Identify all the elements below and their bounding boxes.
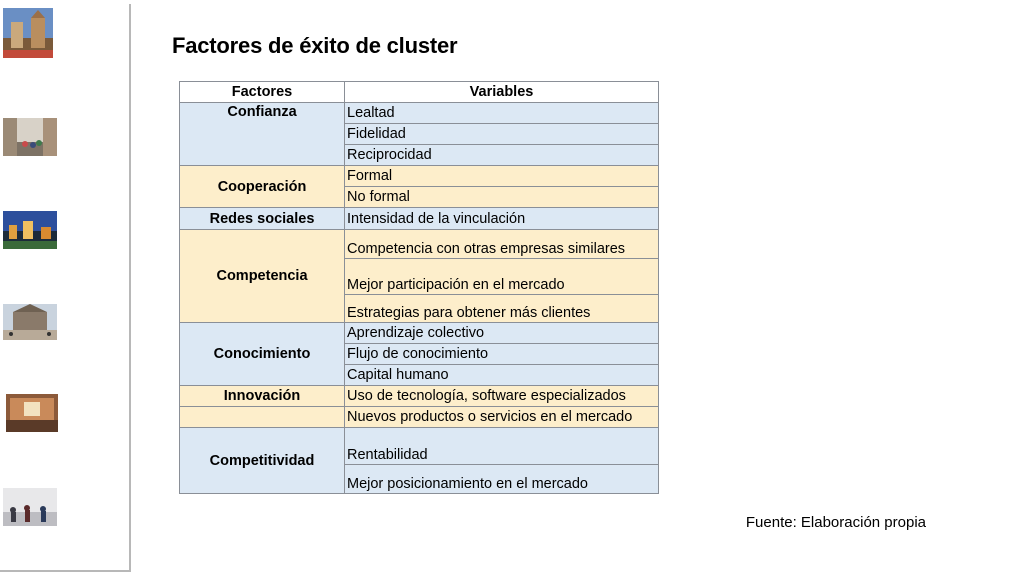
variable-cell: No formal <box>345 187 659 208</box>
table-header-row <box>180 82 659 103</box>
variable-cell: Fidelidad <box>345 124 659 145</box>
factor-cell: Redes sociales <box>180 208 345 230</box>
table-row <box>180 166 659 187</box>
factor-cell: Cooperación <box>180 166 345 208</box>
church-photo <box>3 8 53 58</box>
photo-strip <box>0 4 131 572</box>
factor-cell: Competencia <box>180 230 345 323</box>
variable-cell: Formal <box>345 166 659 187</box>
variable-cell: Intensidad de la vinculación <box>345 208 659 230</box>
variable-cell: Reciprocidad <box>345 145 659 166</box>
variable-cell: Competencia con otras empresas similares <box>345 230 659 259</box>
slide-title: Factores de éxito de cluster <box>172 33 458 58</box>
night-city-photo <box>3 211 57 249</box>
variable-cell: Flujo de conocimiento <box>345 344 659 365</box>
variable-cell: Aprendizaje colectivo <box>345 323 659 344</box>
table-row <box>180 230 659 259</box>
table-row <box>180 386 659 407</box>
factor-cell: Innovación <box>180 386 345 407</box>
source-note: Fuente: Elaboración propia <box>745 514 926 531</box>
variable-cell: Estrategias para obtener más clientes <box>345 295 659 323</box>
table-row <box>180 208 659 230</box>
table-row <box>180 103 659 124</box>
factor-cell-empty <box>180 407 345 428</box>
factor-cell: Confianza <box>180 103 345 166</box>
variable-cell: Mejor posicionamiento en el mercado <box>345 465 659 494</box>
header-variables: Variables <box>345 82 659 103</box>
interior-photo <box>6 394 58 432</box>
plaza-photo <box>3 304 57 340</box>
header-factores: Factores <box>180 82 345 103</box>
variable-cell: Rentabilidad <box>345 428 659 465</box>
factor-cell: Conocimiento <box>180 323 345 386</box>
variable-cell: Mejor participación en el mercado <box>345 259 659 295</box>
factor-cell: Competitividad <box>180 428 345 494</box>
variable-cell: Lealtad <box>345 103 659 124</box>
crowd-photo <box>3 488 57 526</box>
table-row <box>180 323 659 344</box>
table-row <box>180 407 659 428</box>
variable-cell: Nuevos productos o servicios en el mercado <box>345 407 659 428</box>
factors-table <box>179 81 659 494</box>
street-photo <box>3 118 57 156</box>
variable-cell: Uso de tecnología, software especializados <box>345 386 659 407</box>
table-row <box>180 428 659 465</box>
variable-cell: Capital humano <box>345 365 659 386</box>
